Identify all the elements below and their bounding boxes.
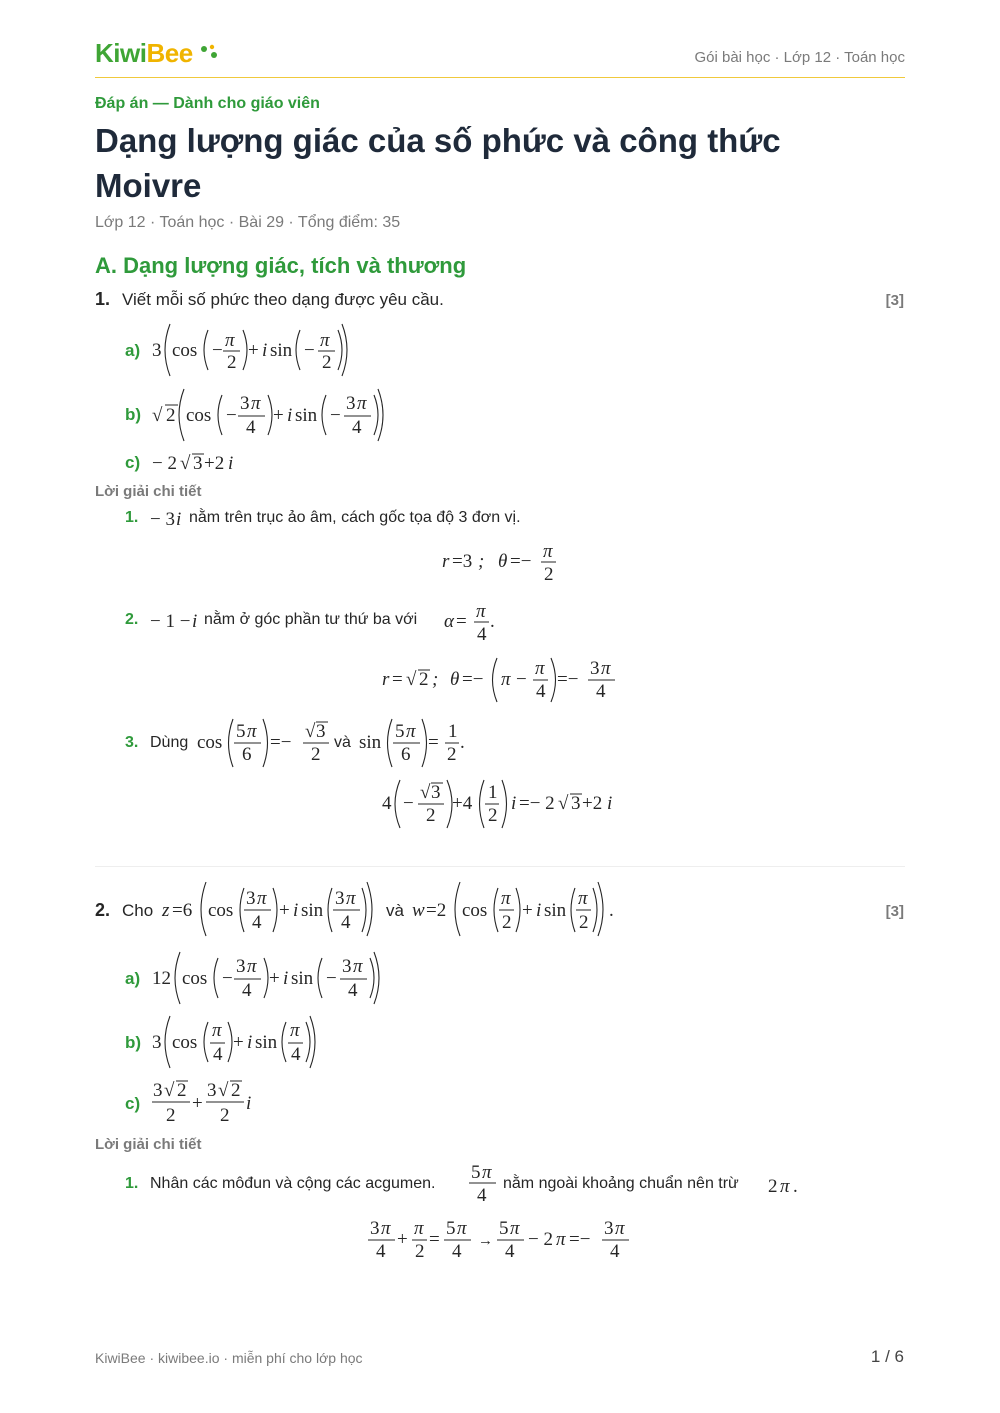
svg-text:π: π	[482, 1162, 492, 1183]
breadcrumb: Gói bài học · Lớp 12 · Toán học	[694, 49, 905, 66]
svg-text:√: √	[406, 669, 417, 690]
svg-text:π: π	[578, 888, 588, 909]
question-2-w-expression	[410, 878, 625, 938]
svg-text:2: 2	[544, 564, 554, 585]
svg-text:+2: +2	[204, 453, 225, 474]
svg-text:.: .	[460, 732, 465, 753]
svg-text:2: 2	[415, 1241, 425, 1262]
question-1-text: Viết mỗi số phức theo dạng được yêu cầu.	[122, 290, 444, 309]
svg-text:sin: sin	[544, 900, 567, 921]
svg-text:−: −	[222, 968, 233, 989]
svg-text:π: π	[212, 1020, 222, 1041]
svg-text:5: 5	[236, 721, 246, 742]
svg-text:2: 2	[322, 352, 332, 373]
q1-part-b-expression	[150, 385, 400, 445]
q2-part-a-label: a)	[125, 969, 141, 988]
svg-text:4: 4	[536, 681, 546, 702]
svg-text:+: +	[248, 340, 259, 361]
svg-text:+4: +4	[452, 793, 473, 814]
svg-text:α: α	[444, 611, 454, 632]
svg-text:2: 2	[488, 805, 498, 826]
svg-text:4: 4	[477, 624, 487, 645]
q1-step-1-number: 1.	[125, 509, 139, 526]
svg-text:cos: cos	[462, 900, 488, 921]
svg-text:π: π	[780, 1176, 790, 1197]
svg-text:3: 3	[571, 793, 581, 814]
svg-text:2: 2	[579, 912, 589, 933]
svg-text:√: √	[420, 782, 431, 803]
svg-text:√: √	[152, 405, 163, 426]
q1-step-3-sin-math	[357, 715, 477, 771]
svg-text:4: 4	[242, 980, 252, 1001]
svg-text:+: +	[269, 968, 280, 989]
q2-step-1-text-before: Nhân các môđun và cộng các acgumen.	[150, 1175, 436, 1192]
svg-text:θ: θ	[498, 551, 508, 572]
svg-text:4: 4	[505, 1241, 515, 1262]
svg-text:√: √	[180, 453, 191, 474]
svg-text:i: i	[228, 453, 234, 474]
svg-text:4: 4	[213, 1044, 223, 1065]
svg-text:=6: =6	[172, 900, 193, 921]
svg-text:1: 1	[488, 782, 498, 803]
svg-text:−: −	[330, 405, 341, 426]
q2-step-1-fraction	[468, 1158, 502, 1208]
svg-text:+: +	[397, 1229, 408, 1250]
q2-part-b-label: b)	[125, 1033, 142, 1052]
question-2-z-expression	[160, 878, 385, 938]
svg-text:4: 4	[452, 1241, 462, 1262]
svg-text:4: 4	[348, 980, 358, 1001]
svg-text:π: π	[247, 721, 257, 742]
q1-part-c-label: c)	[125, 453, 141, 472]
svg-text:i: i	[192, 611, 198, 632]
page-number: 1 / 6	[870, 1347, 904, 1366]
svg-text:π: π	[476, 601, 486, 622]
svg-text:π: π	[320, 330, 330, 351]
q1-step-1-math	[148, 505, 188, 531]
q1-step-1-text: nằm trên trục ảo âm, cách gốc tọa độ 3 đơn vị.	[189, 509, 521, 526]
q1-step-3-formula	[380, 776, 620, 832]
svg-text:cos: cos	[172, 340, 198, 361]
svg-text:sin: sin	[359, 732, 382, 753]
svg-text:+: +	[233, 1032, 244, 1053]
svg-text:π: π	[251, 393, 261, 414]
q2-step-1-two-pi	[766, 1172, 802, 1198]
svg-text:2: 2	[311, 744, 321, 765]
svg-text:=−: =−	[569, 1229, 591, 1250]
svg-text:i: i	[246, 1093, 252, 1114]
svg-text:2: 2	[426, 805, 436, 826]
question-2-points: [3]	[885, 903, 904, 920]
svg-text:−: −	[304, 340, 315, 361]
svg-text:+: +	[279, 900, 290, 921]
svg-text:=2: =2	[426, 900, 447, 921]
q2-part-c-expression	[150, 1074, 270, 1130]
q1-part-c-expression	[150, 448, 260, 476]
svg-text:cos: cos	[182, 968, 208, 989]
svg-text:4: 4	[352, 417, 362, 438]
svg-text:4: 4	[596, 681, 606, 702]
q1-step-2-formula	[380, 652, 620, 708]
svg-text:=: =	[428, 732, 439, 753]
svg-text:sin: sin	[291, 968, 314, 989]
svg-text:i: i	[287, 405, 293, 426]
svg-text:i: i	[283, 968, 289, 989]
svg-text:→: →	[478, 1233, 493, 1249]
q1-step-3-number: 3.	[125, 734, 139, 751]
page-title: Dạng lượng giác của số phức và công thức Moivre	[95, 122, 781, 204]
svg-text:sin: sin	[255, 1032, 278, 1053]
svg-text:+: +	[522, 900, 533, 921]
svg-text:cos: cos	[197, 732, 223, 753]
q1-solution-label: Lời giải chi tiết	[95, 483, 202, 500]
q1-step-3-text-mid: và	[334, 734, 351, 751]
svg-text:−: −	[403, 793, 414, 814]
svg-text:4: 4	[477, 1185, 487, 1206]
svg-text:cos: cos	[186, 405, 212, 426]
svg-text:π: π	[357, 393, 367, 414]
svg-text:i: i	[247, 1032, 253, 1053]
svg-text:π: π	[601, 658, 611, 679]
question-2-number: 2.	[95, 900, 111, 920]
svg-text:π: π	[556, 1229, 566, 1250]
svg-text:=−: =−	[557, 669, 579, 690]
svg-text:π: π	[257, 888, 267, 909]
svg-text:4: 4	[246, 417, 256, 438]
svg-text:i: i	[607, 793, 613, 814]
svg-text:=−: =−	[462, 669, 484, 690]
svg-text:π: π	[510, 1218, 520, 1239]
svg-text:π: π	[543, 541, 553, 562]
logo-dots-icon	[200, 44, 220, 60]
svg-text:4: 4	[610, 1241, 620, 1262]
q2-step-1-text-after: nằm ngoài khoảng chuẩn nên trừ	[503, 1175, 739, 1192]
svg-text:sin: sin	[295, 405, 318, 426]
svg-text:3: 3	[335, 888, 345, 909]
svg-text:.: .	[793, 1176, 798, 1197]
svg-text:.: .	[490, 611, 495, 632]
svg-text:2: 2	[177, 1080, 187, 1101]
svg-text:3: 3	[193, 453, 203, 474]
svg-text:w: w	[412, 900, 425, 921]
svg-text:2: 2	[419, 669, 429, 690]
svg-text:2: 2	[166, 1105, 176, 1126]
svg-text:−: −	[326, 968, 337, 989]
lesson-meta: Lớp 12 · Toán học · Bài 29 · Tổng điểm: 35	[95, 214, 401, 231]
svg-text:3: 3	[246, 888, 256, 909]
q1-part-a-label: a)	[125, 341, 141, 360]
svg-text:π: π	[247, 956, 257, 977]
svg-text:−: −	[226, 405, 237, 426]
question-1-number: 1.	[95, 289, 111, 309]
svg-text:3: 3	[316, 721, 326, 742]
svg-text:√: √	[164, 1080, 175, 1101]
svg-text:π: π	[406, 721, 416, 742]
svg-text:i: i	[511, 793, 517, 814]
svg-text:2: 2	[768, 1176, 778, 1197]
svg-text:4: 4	[376, 1241, 386, 1262]
svg-text:4: 4	[382, 793, 392, 814]
svg-text:π: π	[225, 330, 235, 351]
svg-text:π: π	[414, 1218, 424, 1239]
svg-text:=: =	[429, 1229, 440, 1250]
svg-text:sin: sin	[270, 340, 293, 361]
svg-text:12: 12	[152, 968, 171, 989]
q1-step-3-cos-math	[195, 715, 335, 771]
q1-step-1-formula	[440, 540, 570, 586]
q2-solution-label: Lời giải chi tiết	[95, 1136, 202, 1153]
svg-text:=−: =−	[510, 551, 532, 572]
svg-text:4: 4	[291, 1044, 301, 1065]
q2-step-1-formula	[368, 1212, 638, 1268]
question-2-text-mid: và	[386, 901, 404, 920]
svg-text:3: 3	[240, 393, 250, 414]
kiwibee-logo[interactable]: KiwiBee	[95, 38, 193, 68]
svg-text:=− 2: =− 2	[519, 793, 555, 814]
svg-text:=3: =3	[452, 551, 473, 572]
svg-text:− 3: − 3	[150, 509, 175, 530]
svg-text:π: π	[501, 669, 511, 690]
q2-step-1-number: 1.	[125, 1175, 139, 1192]
svg-text:√: √	[558, 793, 569, 814]
q1-step-2-math	[148, 607, 204, 633]
svg-text:r: r	[382, 669, 390, 690]
svg-text:3: 3	[431, 782, 441, 803]
svg-text:i: i	[262, 340, 268, 361]
svg-text:√: √	[305, 721, 316, 742]
svg-text:;: ;	[432, 669, 439, 690]
q2-part-b-expression	[150, 1012, 330, 1072]
svg-text:1: 1	[448, 721, 458, 742]
svg-text:π: π	[457, 1218, 467, 1239]
svg-text:=: =	[392, 669, 403, 690]
q1-step-2-alpha	[443, 600, 503, 646]
page-header	[95, 36, 905, 78]
svg-text:6: 6	[242, 744, 252, 765]
svg-text:cos: cos	[208, 900, 234, 921]
svg-text:− 1 −: − 1 −	[150, 611, 191, 632]
svg-text:5: 5	[471, 1162, 481, 1183]
svg-text:=−: =−	[270, 732, 292, 753]
section-a-title: A. Dạng lượng giác, tích và thương	[95, 253, 467, 278]
svg-text:√: √	[218, 1080, 229, 1101]
svg-text:5: 5	[499, 1218, 509, 1239]
svg-text:+: +	[273, 405, 284, 426]
answer-key-label: Đáp án — Dành cho giáo viên	[95, 95, 320, 112]
svg-text:z: z	[162, 900, 170, 921]
svg-text:2: 2	[166, 405, 176, 426]
svg-text:;: ;	[478, 551, 485, 572]
svg-text:cos: cos	[172, 1032, 198, 1053]
svg-text:i: i	[536, 900, 542, 921]
footer-text: KiwiBee · kiwibee.io · miễn phí cho lớp học	[95, 1350, 363, 1366]
svg-text:π: π	[290, 1020, 300, 1041]
svg-text:−: −	[516, 669, 527, 690]
svg-text:5: 5	[395, 721, 405, 742]
svg-text:3: 3	[152, 1032, 162, 1053]
svg-text:3: 3	[370, 1218, 380, 1239]
svg-text:.: .	[609, 900, 614, 921]
svg-text:π: π	[346, 888, 356, 909]
svg-text:2: 2	[447, 744, 457, 765]
svg-text:+: +	[192, 1093, 203, 1114]
svg-text:3: 3	[604, 1218, 614, 1239]
svg-text:=: =	[456, 611, 467, 632]
svg-text:2: 2	[502, 912, 512, 933]
question-1-points: [3]	[885, 292, 904, 309]
svg-text:3: 3	[590, 658, 600, 679]
svg-text:i: i	[293, 900, 299, 921]
q2-part-a-expression	[150, 948, 400, 1008]
svg-text:3: 3	[342, 956, 352, 977]
svg-text:π: π	[615, 1218, 625, 1239]
svg-text:π: π	[353, 956, 363, 977]
svg-text:−: −	[212, 340, 223, 361]
q1-part-a-expression	[150, 320, 360, 380]
svg-text:π: π	[381, 1218, 391, 1239]
svg-text:5: 5	[446, 1218, 456, 1239]
svg-text:2: 2	[227, 352, 237, 373]
q2-part-c-label: c)	[125, 1094, 141, 1113]
q1-step-2-text: nằm ở góc phần tư thứ ba với	[204, 611, 418, 628]
svg-text:sin: sin	[301, 900, 324, 921]
svg-text:3: 3	[207, 1080, 217, 1101]
svg-text:3: 3	[153, 1080, 163, 1101]
svg-text:2: 2	[220, 1105, 230, 1126]
svg-text:i: i	[176, 509, 182, 530]
svg-text:θ: θ	[450, 669, 460, 690]
svg-text:π: π	[501, 888, 511, 909]
svg-text:− 2: − 2	[528, 1229, 553, 1250]
svg-text:3: 3	[236, 956, 246, 977]
svg-text:3: 3	[346, 393, 356, 414]
svg-text:2: 2	[231, 1080, 241, 1101]
q1-step-2-number: 2.	[125, 611, 139, 628]
q1-part-b-label: b)	[125, 405, 142, 424]
svg-text:r: r	[442, 551, 450, 572]
svg-text:3: 3	[152, 340, 162, 361]
q1-step-3-text-before: Dùng	[150, 734, 189, 751]
question-divider	[95, 866, 905, 867]
svg-text:− 2: − 2	[152, 453, 177, 474]
svg-text:4: 4	[341, 912, 351, 933]
question-2-text-before: Cho	[122, 901, 154, 920]
svg-text:π: π	[535, 658, 545, 679]
svg-text:+2: +2	[582, 793, 603, 814]
svg-text:4: 4	[252, 912, 262, 933]
svg-text:6: 6	[401, 744, 411, 765]
